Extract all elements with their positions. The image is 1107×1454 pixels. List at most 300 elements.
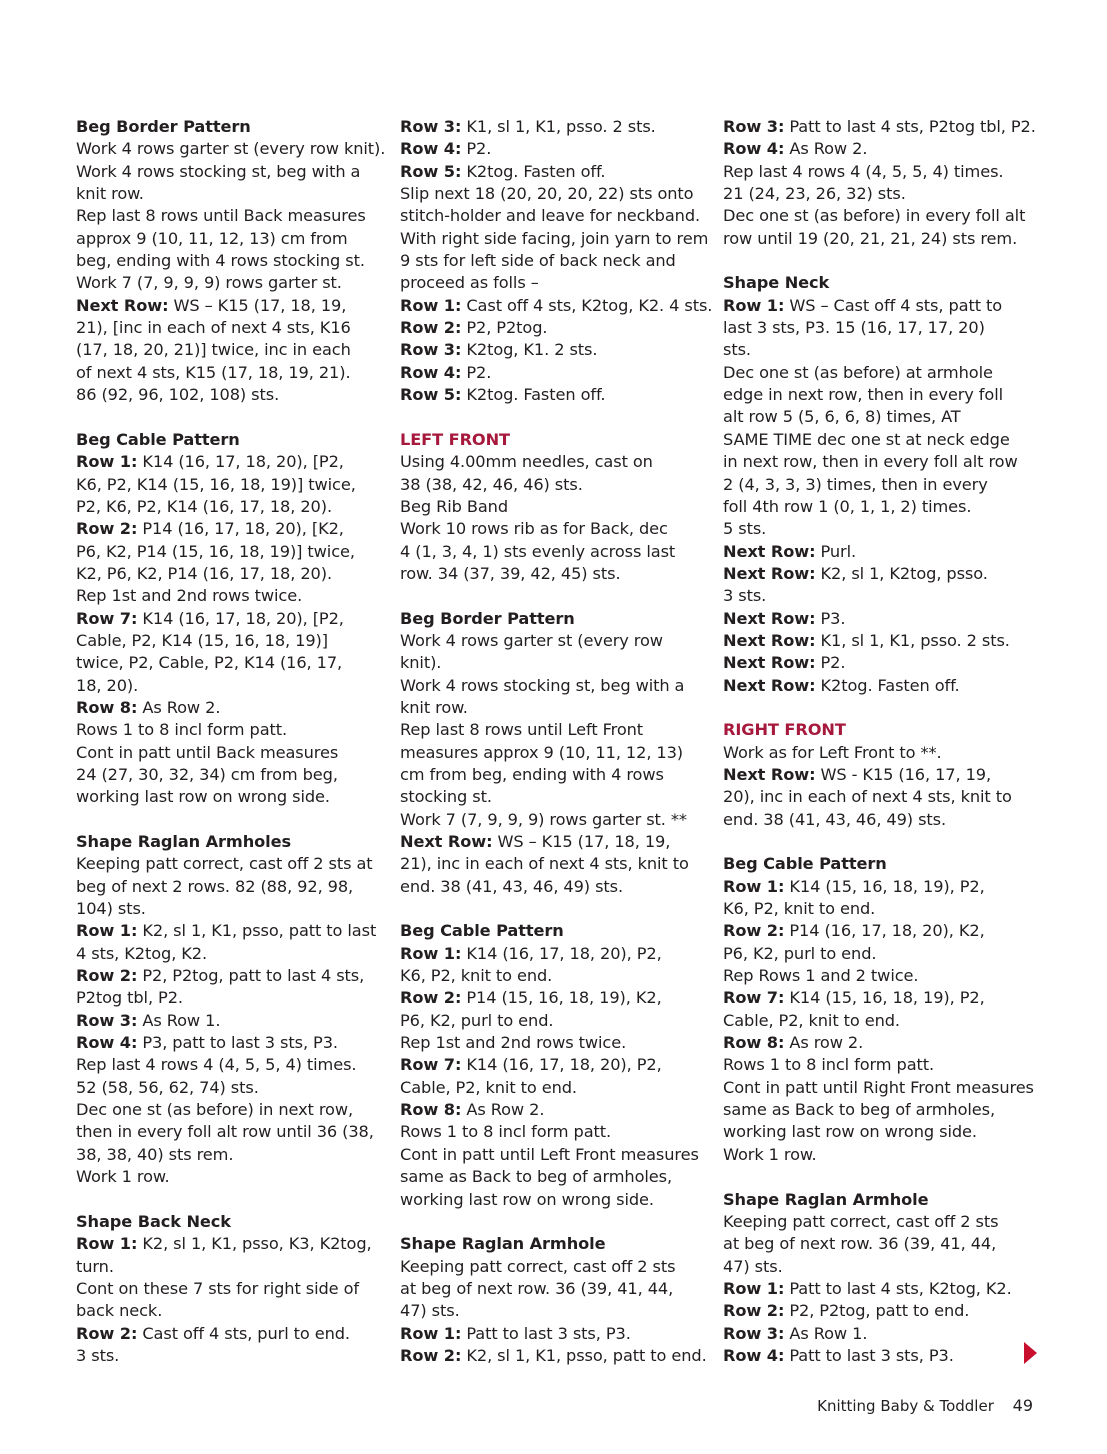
- instruction-text: back neck.: [76, 1301, 163, 1321]
- instruction-line: [723, 1278, 1033, 1300]
- instruction-line: [76, 965, 376, 987]
- instruction-text: Cable, P2, K14 (15, 16, 18, 19)]: [76, 630, 328, 650]
- row-label: Row 2:: [400, 988, 462, 1008]
- instruction-line: [76, 317, 376, 339]
- instruction-line: [723, 563, 1033, 585]
- instruction-line: [400, 384, 700, 406]
- column-1: [76, 116, 386, 1367]
- instruction-text: Beg Rib Band: [400, 496, 509, 516]
- instruction-line: [400, 1010, 700, 1032]
- instruction-text: Using 4.00mm needles, cast on: [400, 452, 653, 472]
- section-heading: Beg Cable Pattern: [76, 429, 240, 449]
- instruction-line: [76, 764, 376, 786]
- row-label: Row 7:: [400, 1055, 462, 1075]
- instruction-line: [723, 1077, 1033, 1099]
- instruction-line: [400, 228, 709, 250]
- instruction-line: [76, 250, 376, 272]
- section-heading: Beg Border Pattern: [400, 608, 575, 628]
- row-label: Row 1:: [76, 1234, 138, 1254]
- instruction-line: [76, 384, 376, 406]
- instruction-line: [723, 205, 1033, 227]
- instruction-text: 38, 38, 40) sts rem.: [76, 1144, 234, 1164]
- pattern-section: [723, 1189, 1033, 1368]
- instruction-text: then in every foll alt row until 36 (38,: [76, 1122, 374, 1142]
- instruction-text: Rep last 8 rows until Left Front: [400, 720, 644, 740]
- row-label: Row 5:: [400, 385, 462, 405]
- instruction-line: [76, 272, 376, 294]
- row-label: Next Row:: [723, 653, 816, 673]
- instruction-line: [76, 675, 376, 697]
- instruction-text: same as Back to beg of armholes,: [723, 1100, 996, 1120]
- instruction-text: As Row 1.: [137, 1010, 221, 1030]
- row-label: Row 4:: [723, 139, 785, 159]
- row-label: Next Row:: [723, 563, 816, 583]
- instruction-line: [76, 920, 376, 942]
- pattern-section: [76, 429, 376, 809]
- pattern-section: [723, 719, 1033, 831]
- instruction-text: working last row on wrong side.: [76, 787, 330, 807]
- instruction-line: [723, 1032, 1033, 1054]
- instruction-text: K14 (15, 16, 18, 19), P2,: [784, 876, 985, 896]
- instruction-text: end. 38 (41, 43, 46, 49) sts.: [723, 809, 947, 829]
- section-heading: Shape Raglan Armhole: [400, 1234, 606, 1254]
- instruction-text: 9 sts for left side of back neck and: [400, 251, 676, 271]
- instruction-text: Cont in patt until Left Front measures: [400, 1144, 699, 1164]
- instruction-line: [723, 1099, 1033, 1121]
- instruction-line: [76, 295, 376, 317]
- pattern-section: [400, 920, 700, 1210]
- instruction-text: working last row on wrong side.: [723, 1122, 977, 1142]
- instruction-text: (17, 18, 20, 21)] twice, inc in each: [76, 340, 351, 360]
- row-label: Row 4:: [76, 1033, 138, 1053]
- instruction-text: P2, K6, P2, K14 (16, 17, 18, 20).: [76, 496, 333, 516]
- instruction-line: [400, 339, 700, 361]
- instruction-text: proceed as folls –: [400, 273, 539, 293]
- instruction-line: [723, 295, 1033, 317]
- instruction-text: twice, P2, Cable, P2, K14 (16, 17,: [76, 653, 343, 673]
- instruction-line: [400, 1300, 700, 1322]
- row-label: Row 3:: [723, 1323, 785, 1343]
- instruction-text: K2, sl 1, K2tog, psso.: [815, 563, 988, 583]
- instruction-text: As Row 1.: [784, 1323, 868, 1343]
- instruction-text: K6, P2, knit to end.: [400, 966, 553, 986]
- row-label: Row 5:: [400, 161, 462, 181]
- instruction-line: [723, 1345, 1033, 1367]
- instruction-line: [723, 183, 1033, 205]
- instruction-text: 4 sts, K2tog, K2.: [76, 943, 208, 963]
- instruction-text: beg, ending with 4 rows stocking st.: [76, 251, 365, 271]
- instruction-line: [723, 1256, 1033, 1278]
- row-label: Next Row:: [76, 295, 169, 315]
- instruction-text: 4 (1, 3, 4, 1) sts evenly across last: [400, 541, 676, 561]
- instruction-line: [76, 1144, 376, 1166]
- instruction-text: With right side facing, join yarn to rem: [400, 228, 709, 248]
- instruction-line: [400, 518, 700, 540]
- instruction-text: Dec one st (as before) in every foll alt: [723, 206, 1026, 226]
- instruction-line: [76, 1054, 376, 1076]
- instruction-line: [76, 1077, 376, 1099]
- instruction-line: [723, 1211, 1033, 1233]
- instruction-text: Work 4 rows stocking st, beg with a: [76, 161, 361, 181]
- instruction-line: [76, 339, 376, 361]
- instruction-text: working last row on wrong side.: [400, 1189, 654, 1209]
- row-label: Row 1:: [76, 921, 138, 941]
- row-label: Next Row:: [723, 630, 816, 650]
- row-label: Next Row:: [400, 832, 493, 851]
- instruction-text: Patt to last 3 sts, P3.: [784, 1345, 954, 1365]
- instruction-line: [76, 742, 376, 764]
- pattern-section: [76, 831, 376, 1189]
- instruction-line: [400, 1144, 700, 1166]
- instruction-text: row. 34 (37, 39, 42, 45) sts.: [400, 563, 621, 583]
- instruction-text: Slip next 18 (20, 20, 20, 22) sts onto: [400, 184, 694, 204]
- instruction-text: turn.: [76, 1256, 114, 1276]
- instruction-line: [723, 496, 1033, 518]
- instruction-text: K14 (16, 17, 18, 20), P2,: [461, 1055, 662, 1075]
- instruction-text: K2, sl 1, K1, psso, K3, K2tog,: [137, 1234, 372, 1254]
- instruction-text: 21 (24, 23, 26, 32) sts.: [723, 184, 906, 204]
- instruction-text: of next 4 sts, K15 (17, 18, 19, 21).: [76, 362, 351, 382]
- instruction-text: K6, P2, K14 (15, 16, 18, 19)] twice,: [76, 474, 356, 494]
- instruction-text: Rep last 8 rows until Back measures: [76, 206, 366, 226]
- instruction-text: As Row 2.: [461, 1100, 545, 1120]
- instruction-line: [723, 451, 1033, 473]
- instruction-line: [400, 719, 700, 741]
- instruction-text: Work 4 rows stocking st, beg with a: [400, 675, 685, 695]
- instruction-line: [400, 161, 700, 183]
- instruction-line: [400, 1032, 700, 1054]
- instruction-text: K2, sl 1, K1, psso, patt to end.: [461, 1345, 707, 1365]
- instruction-line: [723, 429, 1033, 451]
- instruction-line: [723, 474, 1033, 496]
- instruction-text: P2, P2tog, patt to last 4 sts,: [137, 966, 365, 986]
- instruction-line: [723, 898, 1033, 920]
- instruction-text: Keeping patt correct, cast off 2 sts: [723, 1211, 999, 1231]
- instruction-text: 3 sts.: [723, 586, 767, 606]
- instruction-text: K1, sl 1, K1, psso. 2 sts.: [461, 117, 656, 136]
- instruction-line: [76, 451, 376, 473]
- instruction-line: [400, 250, 700, 272]
- row-label: Row 3:: [76, 1010, 138, 1030]
- row-label: Row 3:: [400, 117, 462, 136]
- instruction-line: [76, 1010, 376, 1032]
- row-label: Next Row:: [723, 541, 816, 561]
- instruction-line: [723, 876, 1033, 898]
- instruction-text: stitch-holder and leave for neckband.: [400, 206, 701, 226]
- instruction-text: Cont in patt until Back measures: [76, 742, 339, 762]
- instruction-line: [76, 1278, 376, 1300]
- instruction-line: [723, 406, 1033, 428]
- instruction-line: [400, 1121, 700, 1143]
- instruction-text: 104) sts.: [76, 899, 146, 919]
- instruction-line: [400, 563, 700, 585]
- row-label: Row 2:: [723, 1301, 785, 1321]
- instruction-text: K2, sl 1, K1, psso, patt to last: [137, 921, 377, 941]
- instruction-text: P2, P2tog.: [461, 318, 548, 338]
- instruction-line: [76, 1323, 376, 1345]
- instruction-line: [76, 898, 376, 920]
- pattern-section: [76, 1211, 376, 1367]
- instruction-text: Rep 1st and 2nd rows twice.: [76, 586, 303, 606]
- instruction-line: [723, 1010, 1033, 1032]
- instruction-text: K6, P2, knit to end.: [723, 899, 876, 919]
- instruction-line: [400, 742, 700, 764]
- instruction-text: K2tog, K1. 2 sts.: [461, 340, 598, 360]
- instruction-line: [723, 541, 1033, 563]
- instruction-line: [723, 339, 1033, 361]
- instruction-line: [76, 362, 376, 384]
- instruction-line: [400, 831, 700, 853]
- instruction-line: [400, 675, 700, 697]
- instruction-text: in next row, then in every foll alt row: [723, 452, 1018, 472]
- instruction-line: [723, 965, 1033, 987]
- instruction-text: P3.: [815, 608, 846, 628]
- row-label: Row 2:: [76, 1323, 138, 1343]
- instruction-text: stocking st.: [400, 787, 492, 807]
- row-label: Row 1:: [723, 876, 785, 896]
- instruction-text: 3 sts.: [76, 1345, 120, 1365]
- instruction-text: Dec one st (as before) at armhole: [723, 362, 993, 382]
- instruction-line: [76, 943, 376, 965]
- column-3: [723, 116, 1036, 1367]
- row-label: Row 1:: [723, 1278, 785, 1298]
- instruction-text: beg of next 2 rows. 82 (88, 92, 98,: [76, 876, 354, 896]
- instruction-line: [723, 630, 1033, 652]
- column-2: [400, 116, 713, 1367]
- instruction-line: [76, 1032, 376, 1054]
- pattern-section: [76, 116, 386, 406]
- instruction-text: knit).: [400, 653, 442, 673]
- pattern-section: [400, 1233, 707, 1367]
- instruction-line: [76, 652, 376, 674]
- instruction-text: same as Back to beg of armholes,: [400, 1167, 673, 1187]
- instruction-line: [400, 496, 700, 518]
- instruction-text: Work 7 (7, 9, 9, 9) rows garter st. **: [400, 809, 687, 829]
- instruction-text: 21), inc in each of next 4 sts, knit to: [400, 854, 689, 874]
- instruction-line: [76, 1121, 376, 1143]
- instruction-text: P6, K2, purl to end.: [723, 943, 877, 963]
- row-label: Row 3:: [400, 340, 462, 360]
- arrow-right-icon[interactable]: [1024, 1342, 1037, 1364]
- instruction-text: Keeping patt correct, cast off 2 sts: [400, 1256, 676, 1276]
- instruction-text: Work 10 rows rib as for Back, dec: [400, 519, 668, 539]
- row-label: Row 2:: [76, 966, 138, 986]
- instruction-line: [400, 853, 700, 875]
- instruction-text: Cont on these 7 sts for right side of: [76, 1278, 359, 1298]
- instruction-line: [723, 518, 1033, 540]
- instruction-line: [76, 518, 376, 540]
- instruction-line: [400, 1189, 700, 1211]
- row-label: Row 7:: [76, 608, 138, 628]
- instruction-text: Rows 1 to 8 incl form patt.: [400, 1122, 612, 1142]
- instruction-text: P2.: [815, 653, 846, 673]
- instruction-line: [723, 742, 1033, 764]
- instruction-line: [723, 362, 1033, 384]
- instruction-text: Purl.: [815, 541, 857, 561]
- instruction-line: [400, 630, 700, 652]
- pattern-section: [723, 272, 1033, 697]
- row-label: Row 4:: [723, 1345, 785, 1365]
- instruction-line: [400, 116, 700, 138]
- instruction-line: [400, 786, 700, 808]
- instruction-text: P2.: [461, 362, 492, 382]
- row-label: Row 2:: [76, 519, 138, 539]
- instruction-line: [400, 987, 700, 1009]
- instruction-text: Rep last 4 rows 4 (4, 5, 5, 4) times.: [76, 1055, 357, 1075]
- row-label: Row 1:: [723, 295, 785, 315]
- instruction-text: end. 38 (41, 43, 46, 49) sts.: [400, 876, 624, 896]
- instruction-text: Cast off 4 sts, K2tog, K2. 4 sts.: [461, 295, 713, 315]
- instruction-line: [400, 1323, 700, 1345]
- instruction-text: K2tog. Fasten off.: [815, 675, 960, 695]
- instruction-text: P14 (16, 17, 18, 20), [K2,: [137, 519, 344, 539]
- instruction-line: [76, 1166, 376, 1188]
- instruction-text: P2.: [461, 139, 492, 159]
- page-number: 49: [1012, 1396, 1033, 1415]
- instruction-text: As row 2.: [784, 1033, 864, 1053]
- instruction-line: [400, 764, 700, 786]
- instruction-line: [400, 1278, 700, 1300]
- instruction-text: WS – Cast off 4 sts, patt to: [784, 295, 1003, 315]
- section-heading: RIGHT FRONT: [723, 720, 846, 740]
- pattern-section: [400, 429, 700, 585]
- instruction-text: K14 (15, 16, 18, 19), P2,: [784, 988, 985, 1008]
- instruction-text: K14 (16, 17, 18, 20), [P2,: [137, 608, 344, 628]
- instruction-text: P2, P2tog, patt to end.: [784, 1301, 970, 1321]
- instruction-line: [723, 608, 1033, 630]
- row-label: Row 2:: [400, 1345, 462, 1365]
- instruction-text: P3, patt to last 3 sts, P3.: [137, 1033, 338, 1053]
- instruction-text: P2tog tbl, P2.: [76, 988, 183, 1008]
- instruction-line: [76, 563, 376, 585]
- instruction-text: 18, 20).: [76, 675, 139, 695]
- section-heading: Beg Border Pattern: [76, 117, 251, 136]
- section-heading: Shape Raglan Armholes: [76, 832, 292, 851]
- instruction-line: [400, 1166, 700, 1188]
- instruction-line: [76, 1345, 376, 1367]
- instruction-line: [723, 161, 1033, 183]
- instruction-line: [723, 652, 1033, 674]
- instruction-text: 20), inc in each of next 4 sts, knit to: [723, 787, 1012, 807]
- instruction-line: [400, 272, 700, 294]
- instruction-text: measures approx 9 (10, 11, 12, 13): [400, 742, 684, 762]
- instruction-line: [400, 1345, 707, 1367]
- instruction-text: knit row.: [76, 184, 144, 204]
- row-label: Row 1:: [400, 295, 462, 315]
- instruction-text: foll 4th row 1 (0, 1, 1, 2) times.: [723, 496, 972, 516]
- instruction-text: 47) sts.: [723, 1256, 783, 1276]
- instruction-text: Rep 1st and 2nd rows twice.: [400, 1033, 627, 1053]
- instruction-line: [723, 116, 1036, 138]
- instruction-line: [400, 138, 700, 160]
- instruction-text: P14 (16, 17, 18, 20), K2,: [784, 921, 985, 941]
- instruction-text: As Row 2.: [137, 697, 221, 717]
- instruction-text: P6, K2, purl to end.: [400, 1010, 554, 1030]
- instruction-line: [76, 138, 386, 160]
- instruction-text: Cable, P2, knit to end.: [400, 1077, 577, 1097]
- instruction-line: [723, 764, 1033, 786]
- instruction-text: Work 4 rows garter st (every row knit).: [76, 139, 386, 159]
- row-label: Row 7:: [723, 988, 785, 1008]
- publication-title: Knitting Baby & Toddler: [817, 1397, 994, 1415]
- instruction-line: [723, 1144, 1033, 1166]
- instruction-text: cm from beg, ending with 4 rows: [400, 764, 664, 784]
- instruction-line: [400, 1077, 700, 1099]
- instruction-line: [400, 965, 700, 987]
- section-heading: Shape Neck: [723, 273, 830, 293]
- instruction-line: [76, 496, 376, 518]
- instruction-text: at beg of next row. 36 (39, 41, 44,: [723, 1234, 997, 1254]
- instruction-line: [400, 876, 700, 898]
- instruction-text: Work as for Left Front to **.: [723, 742, 942, 762]
- instruction-line: [723, 943, 1033, 965]
- instruction-line: [723, 1121, 1033, 1143]
- instruction-line: [723, 1323, 1033, 1345]
- instruction-text: 86 (92, 96, 102, 108) sts.: [76, 385, 280, 405]
- instruction-line: [400, 943, 700, 965]
- instruction-text: K2tog. Fasten off.: [461, 161, 606, 181]
- instruction-line: [76, 1233, 376, 1255]
- instruction-text: WS – K15 (17, 18, 19,: [168, 295, 347, 315]
- instruction-line: [400, 317, 700, 339]
- row-label: Row 1:: [76, 452, 138, 472]
- row-label: Row 1:: [400, 943, 462, 963]
- pattern-section: [400, 116, 713, 406]
- section-heading: Shape Raglan Armhole: [723, 1189, 929, 1209]
- section-heading: LEFT FRONT: [400, 429, 510, 449]
- instruction-text: SAME TIME dec one st at neck edge: [723, 429, 1010, 449]
- instruction-line: [400, 1256, 700, 1278]
- instruction-line: [723, 809, 1033, 831]
- row-label: Row 1:: [400, 1323, 462, 1343]
- instruction-line: [723, 585, 1033, 607]
- instruction-text: Work 1 row.: [723, 1144, 817, 1164]
- instruction-text: 47) sts.: [400, 1301, 460, 1321]
- instruction-text: 5 sts.: [723, 519, 767, 539]
- instruction-text: P6, K2, P14 (15, 16, 18, 19)] twice,: [76, 541, 355, 561]
- instruction-text: 38 (38, 42, 46, 46) sts.: [400, 474, 583, 494]
- row-label: Next Row:: [723, 608, 816, 628]
- row-label: Next Row:: [723, 675, 816, 695]
- instruction-line: [76, 1256, 376, 1278]
- instruction-line: [76, 1300, 376, 1322]
- instruction-text: Cont in patt until Right Front measures: [723, 1077, 1034, 1097]
- instruction-line: [723, 1233, 1033, 1255]
- instruction-text: knit row.: [400, 697, 468, 717]
- instruction-line: [723, 675, 1033, 697]
- instruction-line: [723, 228, 1033, 250]
- page-footer: [817, 1396, 1033, 1416]
- instruction-text: Cast off 4 sts, purl to end.: [137, 1323, 350, 1343]
- instruction-text: edge in next row, then in every foll: [723, 385, 1004, 405]
- instruction-line: [76, 719, 376, 741]
- row-label: Row 2:: [400, 318, 462, 338]
- instruction-text: K2, P6, K2, P14 (16, 17, 18, 20).: [76, 563, 333, 583]
- instruction-line: [76, 697, 376, 719]
- instruction-line: [76, 205, 376, 227]
- instruction-text: Cable, P2, knit to end.: [723, 1010, 900, 1030]
- instruction-line: [76, 161, 376, 183]
- instruction-line: [76, 987, 376, 1009]
- instruction-line: [76, 228, 376, 250]
- instruction-text: WS - K15 (16, 17, 19,: [815, 764, 992, 784]
- instruction-text: at beg of next row. 36 (39, 41, 44,: [400, 1278, 674, 1298]
- instruction-line: [400, 809, 700, 831]
- row-label: Row 4:: [400, 139, 462, 159]
- instruction-line: [76, 853, 376, 875]
- section-heading: Beg Cable Pattern: [400, 921, 564, 941]
- instruction-text: Patt to last 3 sts, P3.: [461, 1323, 631, 1343]
